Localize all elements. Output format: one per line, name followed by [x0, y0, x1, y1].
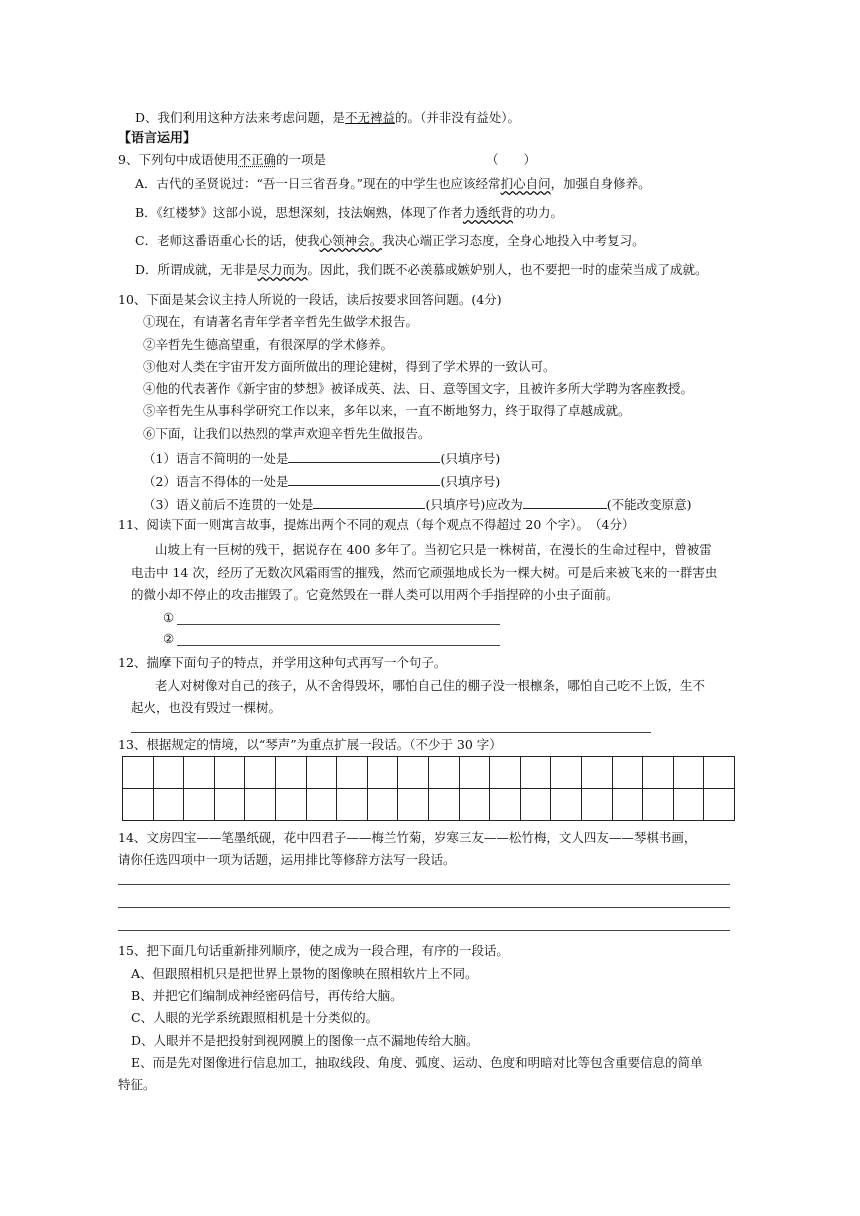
q10-sentence-2: ②辛哲先生德高望重，有很深厚的学术修养。 — [143, 337, 394, 352]
q8-d-underlined: 不无裨益 — [345, 110, 396, 125]
q11-passage-line-3: 的微小却不停止的攻击摧毁了。它竟然毁在一群人类可以用两个手指捏碎的小虫子面前。 — [131, 587, 619, 602]
grid-cell[interactable] — [490, 789, 521, 821]
q9-b-post: 的功力。 — [512, 205, 563, 220]
grid-cell[interactable] — [367, 757, 398, 789]
q10-a1-label: （1）语言不简明的一处是 — [143, 451, 289, 466]
q9-d-em: 尽力而为 — [257, 262, 308, 277]
grid-cell[interactable] — [428, 789, 459, 821]
grid-cell[interactable] — [551, 789, 582, 821]
grid-cell[interactable] — [214, 789, 245, 821]
q13-stem: 13、根据规定的情境，以“琴声”为重点扩展一段话。（不少于 30 字） — [118, 737, 502, 752]
q9-option-d — [135, 262, 708, 278]
grid-cell[interactable] — [643, 757, 674, 789]
grid-cell[interactable] — [153, 757, 184, 789]
grid-cell[interactable] — [184, 757, 215, 789]
q9-a-post: ，加强自身修养。 — [550, 176, 651, 191]
q14-answer-line-1[interactable] — [118, 884, 730, 885]
grid-cell[interactable] — [459, 789, 490, 821]
grid-cell[interactable] — [398, 757, 429, 789]
grid-cell[interactable] — [184, 789, 215, 821]
grid-cell[interactable] — [704, 789, 735, 821]
grid-cell[interactable] — [612, 757, 643, 789]
q10-a2-label: （2）语言不得体的一处是 — [143, 474, 289, 489]
q8-option-d — [135, 110, 520, 126]
q13-grid-row — [123, 757, 735, 789]
q15-option-b: B、并把它们编制成神经密码信号，再传给大脑。 — [131, 988, 403, 1003]
grid-cell[interactable] — [123, 789, 154, 821]
grid-cell[interactable] — [245, 757, 276, 789]
grid-cell[interactable] — [214, 757, 245, 789]
grid-cell[interactable] — [367, 789, 398, 821]
q12-passage-line-2: 起火，也没有毁过一棵树。 — [131, 700, 282, 715]
q10-a3-note: (不能改变原意) — [606, 497, 692, 512]
grid-cell[interactable] — [153, 789, 184, 821]
q10-sentence-5: ⑤辛哲先生从事科学研究工作以来，多年以来，一直不断地努力，终于取得了卓越成就。 — [143, 403, 631, 418]
q15-stem: 15、把下面几句话重新排列顺序，使之成为一段合理，有序的一段话。 — [118, 943, 509, 958]
q11-passage-line-2: 电击中 14 次，经历了无数次风霜雨雪的摧残，然而它顽强地成长为一棵大树。可是后来被飞来的一群害虫 — [131, 565, 718, 580]
section-heading: 【语言运用】 — [118, 131, 197, 146]
q10-a3-label: （3）语义前后不连贯的一处是 — [143, 497, 314, 512]
q11-passage-line-1: 山坡上有一巨树的残干，据说存在 400 多年了。当初它只是一株树苗，在漫长的生命过程中，曾被雷 — [155, 542, 712, 557]
grid-cell[interactable] — [581, 757, 612, 789]
q15-option-d: D、人眼并不是把投射到视网膜上的图像一点不漏地传给大脑。 — [131, 1033, 479, 1048]
grid-cell[interactable] — [520, 789, 551, 821]
q9-c-pre: C．老师这番语重心长的话，使我 — [135, 233, 320, 248]
q9-stem-em: 不正确 — [238, 152, 276, 167]
q10-answer-1 — [143, 449, 500, 467]
q9-a-em: 扪心自问 — [500, 176, 551, 191]
grid-cell[interactable] — [275, 757, 306, 789]
grid-cell[interactable] — [275, 789, 306, 821]
grid-cell[interactable] — [581, 789, 612, 821]
q10-sentence-1: ①现在，有请著名青年学者辛哲先生做学术报告。 — [143, 314, 419, 329]
q11-answer-line-2[interactable] — [177, 645, 500, 646]
grid-cell[interactable] — [704, 757, 735, 789]
q13-writing-grid[interactable] — [122, 756, 735, 821]
q9-option-a — [135, 176, 651, 192]
q8-d-post: 的。（并非没有益处）。 — [395, 110, 521, 125]
grid-cell[interactable] — [337, 757, 368, 789]
grid-cell[interactable] — [306, 789, 337, 821]
q9-c-post: 我决心端正学习态度，全身心地投入中考复习。 — [382, 233, 645, 248]
grid-cell[interactable] — [428, 757, 459, 789]
q9-d-post: 。因此，我们既不必羡慕或嫉妒别人，也不要把一时的虚荣当成了成就。 — [307, 262, 708, 277]
q14-stem-line-2: 请你任选四项中一项为话题，运用排比等修辞方法写一段话。 — [118, 852, 456, 867]
q9-answer-paren: （ ） — [486, 152, 537, 167]
q10-stem: 10、下面是某会议主持人所说的一段话，读后按要求回答问题。(4分) — [118, 292, 502, 307]
grid-cell[interactable] — [673, 757, 704, 789]
grid-cell[interactable] — [337, 789, 368, 821]
q8-d-pre: D、我们利用这种方法来考虑问题，是 — [135, 110, 346, 125]
q10-a2-note: (只填序号) — [440, 474, 501, 489]
q11-answer-line-1[interactable] — [177, 624, 500, 625]
q9-stem-post: 的一项是 — [275, 152, 326, 167]
q9-b-pre: B．《红楼梦》这部小说，思想深刻，技法娴熟，体现了作者 — [135, 205, 463, 220]
grid-cell[interactable] — [643, 789, 674, 821]
grid-cell[interactable] — [490, 757, 521, 789]
q10-answer-3 — [143, 495, 692, 513]
q14-answer-line-3[interactable] — [118, 930, 730, 931]
grid-cell[interactable] — [398, 789, 429, 821]
grid-cell[interactable] — [123, 757, 154, 789]
q10-sentence-4: ④他的代表著作《新宇宙的梦想》被译成英、法、日、意等国文字，且被许多所大学聘为客座教授。 — [143, 381, 694, 396]
q11-stem: 11、阅读下面一则寓言故事，提炼出两个不同的观点（每个观点不得超过 20 个字）。 （4分） — [118, 517, 635, 532]
q10-sentence-3: ③他对人类在宇宙开发方面所做出的理论建树，得到了学术界的一致认可。 — [143, 359, 556, 374]
q10-a3-blank-1[interactable] — [313, 495, 425, 509]
q12-stem: 12、揣摩下面句子的特点，并学用这种句式再写一个句子。 — [118, 655, 447, 670]
q9-option-c — [135, 233, 645, 249]
q14-stem-line-1: 14、文房四宝——笔墨纸砚，花中四君子——梅兰竹菊，岁寒三友——松竹梅，文人四友——琴棋书画， — [118, 830, 697, 845]
grid-cell[interactable] — [673, 789, 704, 821]
q9-c-em: 心领神会。 — [319, 233, 383, 248]
grid-cell[interactable] — [551, 757, 582, 789]
q15-option-e-line-2: 特征。 — [118, 1077, 156, 1092]
q10-a2-blank[interactable] — [288, 472, 440, 486]
q15-option-e-line-1: E、而是先对图像进行信息加工，抽取线段、角度、弧度、运动、色度和明暗对比等包含重要信息的简单 — [131, 1055, 703, 1070]
q10-a1-note: (只填序号) — [440, 451, 501, 466]
q9-b-em: 力透纸背 — [462, 205, 513, 220]
q9-option-b — [135, 205, 563, 221]
q10-a1-blank[interactable] — [288, 449, 440, 463]
q11-marker-2: ② — [163, 631, 175, 646]
q10-a3-blank-2[interactable] — [523, 495, 607, 509]
grid-cell[interactable] — [306, 757, 337, 789]
q9-stem — [118, 152, 326, 168]
q12-answer-line[interactable] — [131, 732, 651, 733]
q10-a3-mid: (只填序号)应改为 — [425, 497, 523, 512]
grid-cell[interactable] — [520, 757, 551, 789]
grid-cell[interactable] — [459, 757, 490, 789]
q13-grid-row — [123, 789, 735, 821]
q10-answer-2 — [143, 472, 500, 490]
q15-option-a: A、但跟照相机只是把世界上景物的图像映在照相软片上不同。 — [131, 966, 478, 981]
q9-stem-pre: 9、下列句中成语使用 — [118, 152, 239, 167]
q12-passage-line-1: 老人对树像对自己的孩子，从不舍得毁坏，哪怕自己住的棚子没一根檩条，哪怕自己吃不上饭，生不 — [155, 678, 706, 693]
q10-sentence-6: ⑥下面，让我们以热烈的掌声欢迎辛哲先生做报告。 — [143, 426, 431, 441]
q15-option-c: C、人眼的光学系统跟照相机是十分类似的。 — [131, 1010, 379, 1025]
q9-a-pre: A．古代的圣贤说过：“吾一日三省吾身。”现在的中学生也应该经常 — [135, 176, 501, 191]
q11-marker-1: ① — [163, 610, 175, 625]
q14-answer-line-2[interactable] — [118, 907, 730, 908]
grid-cell[interactable] — [612, 789, 643, 821]
q9-d-pre: D．所谓成就，无非是 — [135, 262, 258, 277]
grid-cell[interactable] — [245, 789, 276, 821]
